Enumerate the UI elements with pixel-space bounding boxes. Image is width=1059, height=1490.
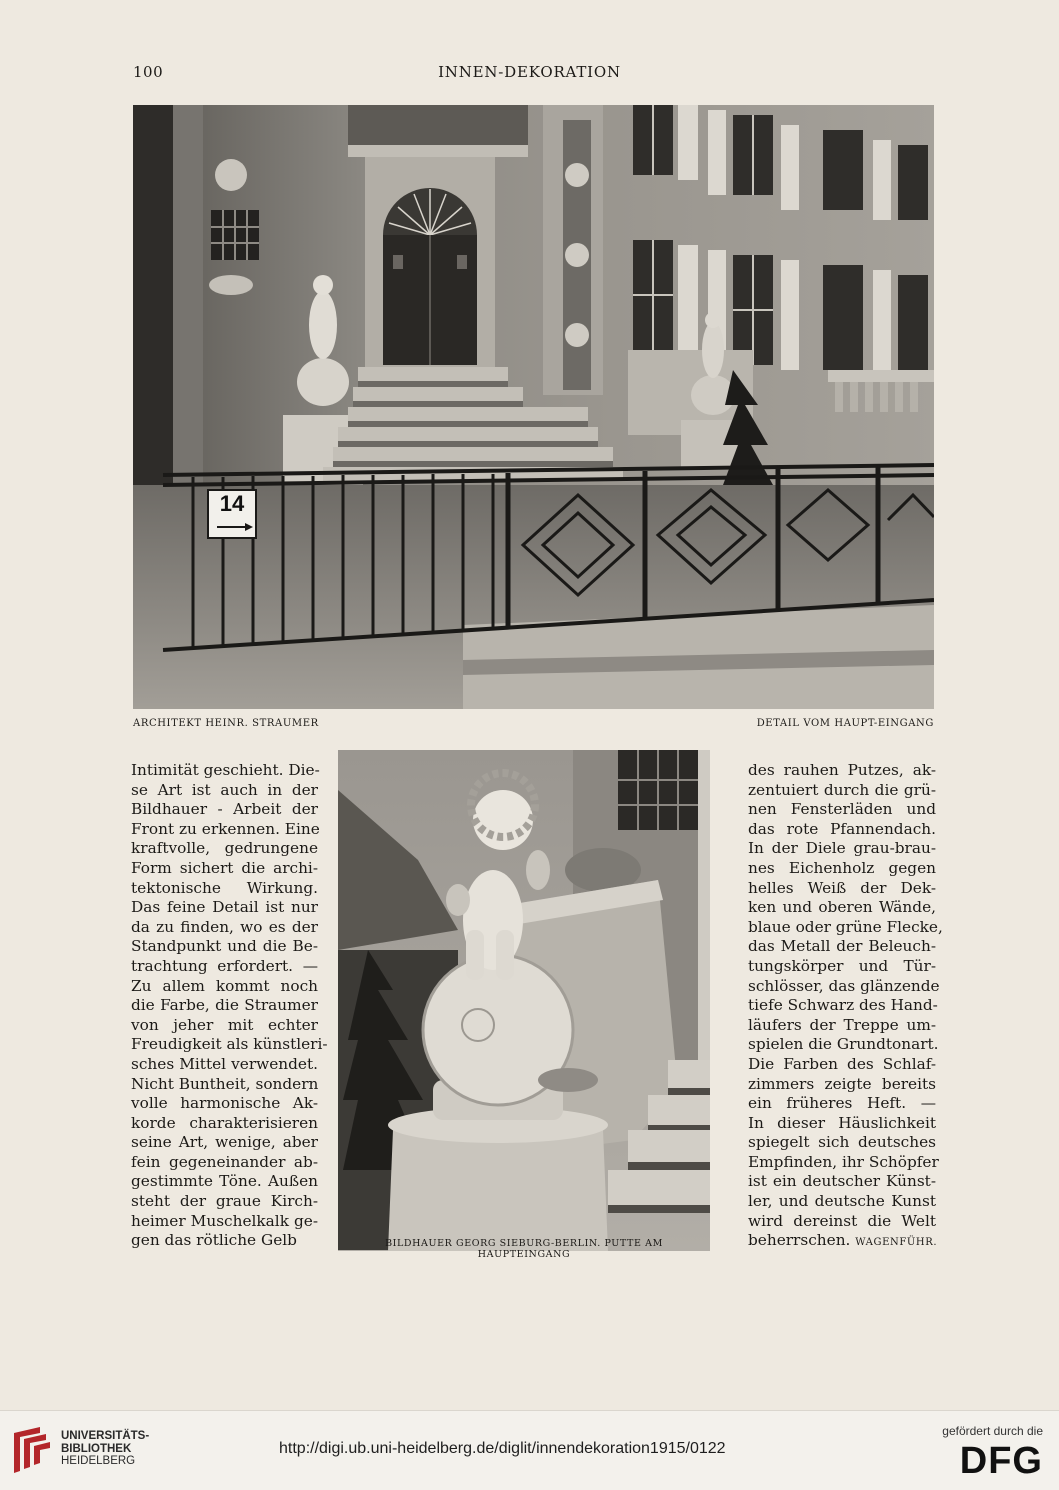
text-line: gestimmte Töne. Außen [131,1172,318,1191]
text-line: helles Weiß der Dek- [748,878,936,897]
text-line: ein früheres Heft. — [748,1094,936,1113]
text-line: Empfinden, ihr Schöpfer [748,1152,939,1171]
text-line: blaue oder grüne Flecke, [748,917,943,936]
text-line: tiefe Schwarz des Hand- [748,996,938,1015]
text-line: spielen die Grundtonart. [748,1035,939,1054]
university-library-name [61,1430,149,1468]
text-line: heimer Muschelkalk ge- [131,1211,318,1230]
text-line: Bildhauer - Arbeit der [131,800,318,819]
text-line: spiegelt sich deutsches [748,1133,936,1152]
library-line-1: UNIVERSITÄTS- [61,1430,150,1442]
text-line: die Farbe, die Straumer [131,996,318,1015]
caption-architect: ARCHITEKT HEINR. STRAUMER [133,718,319,729]
text-line: tektonische Wirkung. [131,878,318,897]
text-line: Front zu erkennen. Eine [131,819,320,838]
text-line: schlösser, das glänzende [748,976,940,995]
text-line: fein gegeneinander ab- [131,1152,318,1171]
text-line: kraftvolle, gedrungene [131,839,318,858]
permalink-url[interactable]: http://digi.ub.uni-heidelberg.de/diglit/innendekoration1915/0122 [279,1440,726,1457]
article-closing-line [748,1231,936,1251]
caption-detail: DETAIL VOM HAUPT-EINGANG [756,718,934,729]
text-line: Standpunkt und die Be- [131,937,318,956]
text-line: ken und oberen Wände, [748,898,936,917]
library-line-3: HEIDELBERG [61,1455,136,1467]
text-line: sches Mittel verwendet. [131,1054,318,1073]
text-line: ist ein deutscher Künst- [748,1172,936,1191]
text-line: läufers der Treppe um- [748,1015,936,1034]
author-signature: WAGENFÜHR. [855,1237,938,1248]
text-line: ler, und deutsche Kunst [748,1192,936,1211]
text-line: von jeher mit echter [131,1015,318,1034]
running-header: INNEN-DEKORATION [438,63,621,81]
text-line: steht der graue Kirch- [131,1192,318,1211]
text-line: das rote Pfannendach. [748,819,936,838]
putto-photo [338,750,710,1251]
text-line: Die Farben des Schlaf- [748,1054,936,1073]
text-line: wird dereinst die Welt [748,1211,936,1230]
entrance-photo [133,105,934,709]
library-line-2: BIBLIOTHEK [61,1442,132,1455]
text-line: des rauhen Putzes, ak- [748,761,936,779]
text-line: In dieser Häuslichkeit [748,1113,936,1132]
page-number: 100 [133,63,164,81]
text-line: zimmers zeigte bereits [748,1074,936,1093]
text-line: tungskörper und Tür- [748,956,936,975]
text-line: zentuiert durch die grü- [748,780,936,799]
text-line: Form sichert die archi- [131,858,318,877]
text-line: Zu allem kommt noch [131,976,318,995]
text-line: das Metall der Beleuch- [748,937,936,956]
text-line: gen das rötliche Gelb [131,1231,297,1250]
funding-label: gefördert durch die [942,1424,1043,1438]
text-line: In der Diele grau-brau- [748,839,936,858]
putto-photo-image [338,750,710,1251]
text-line: Freudigkeit als künstleri- [131,1035,328,1054]
text-line: Das feine Detail ist nur [131,898,318,917]
text-line: se Art ist auch in der [131,780,318,799]
text-line: Nicht Buntheit, sondern [131,1074,319,1093]
entrance-photo-image [133,105,934,709]
text-line: Intimität geschieht. Die- [131,761,320,779]
dfg-logo: DFG [959,1440,1043,1482]
university-library-logo-icon [10,1427,52,1473]
text-line: da zu finden, wo es der [131,917,318,936]
article-left-column [131,761,328,1251]
caption-sculptor: BILDHAUER GEORG SIEBURG-BERLIN. PUTTE AM HAUPTEINGANG [385,1238,663,1260]
text-line: seine Art, wenige, aber [131,1133,318,1152]
text-line: korde charakterisieren [131,1113,318,1132]
text-line: trachtung erfordert. — [131,956,318,975]
article-right-column [748,761,943,1231]
closing-text: beherrschen. [748,1231,851,1249]
text-line: nen Fensterläden und [748,800,936,819]
house-number-sign: 14 [219,491,245,516]
text-line: volle harmonische Ak- [131,1094,318,1113]
text-line: nes Eichenholz gegen [748,858,936,877]
